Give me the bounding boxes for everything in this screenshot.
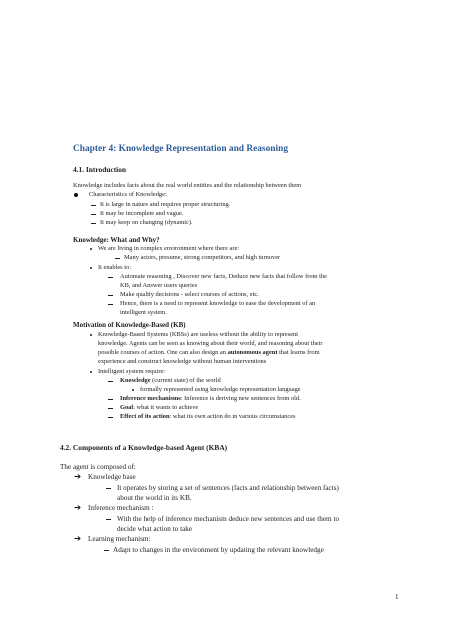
dash-icon (108, 408, 113, 409)
list-item: It is large in nature and requires proper structuring. (100, 201, 231, 208)
term-description: : Inference is deriving new sentences from old. (180, 395, 301, 402)
dash-icon (106, 519, 111, 520)
term-inference: Inference mechanisms (120, 395, 181, 402)
term-goal: Goal (120, 404, 134, 411)
dash-icon (108, 277, 113, 278)
component-knowledge-base: Knowledge base (88, 473, 136, 481)
bullet-icon (90, 334, 92, 336)
list-item: Make quality decisions - select courses of actions, etc. (120, 291, 259, 298)
subheading-motivation: Motivation of Knowledge-Based (KB) (73, 321, 186, 329)
bullet-icon (132, 389, 134, 391)
list-item (120, 396, 301, 402)
paragraph-text: possible courses of action. One can also design an (98, 349, 226, 356)
term-knowledge: Knowledge (120, 377, 151, 384)
list-item: It may keep on changing (dynamic). (100, 219, 193, 226)
chapter-title: Chapter 4: Knowledge Representation and Reasoning (73, 144, 289, 154)
list-item: It enables to: (98, 264, 132, 271)
dash-icon (108, 295, 113, 296)
component-learning-mechanism: Learning mechanism: (88, 535, 151, 543)
arrow-right-icon: ➔ (74, 503, 82, 513)
list-item (120, 378, 221, 384)
dash-icon (104, 550, 109, 551)
list-item-continued: intelligent system. (120, 309, 167, 316)
paragraph: The agent is composed of: (60, 463, 136, 471)
component-description-continued: about the world in its KB. (117, 494, 192, 502)
characteristics-label: Characteristics of Knowledge: (89, 191, 167, 198)
bullet-icon (90, 371, 92, 373)
term-description: : what its own action do in various circumstances (169, 413, 296, 420)
page-number: 1 (395, 593, 399, 601)
dash-icon (115, 258, 120, 259)
dash-icon (106, 488, 111, 489)
paragraph-line: Knowledge-Based Systems (KBSs) are useless without the ability to represent (98, 331, 299, 338)
list-item: Many actors, presume, strong competitors, and high turnover (124, 254, 281, 261)
bullet-icon (90, 248, 92, 250)
list-item: Automate reasoning , Discover new facts, Deduce new facts that follow from the (120, 273, 327, 280)
arrow-right-icon: ➔ (74, 534, 82, 544)
component-inference-mechanism: Inference mechanism : (88, 504, 154, 512)
list-item-continued: KB, and Answer users queries (120, 282, 198, 289)
paragraph-line (98, 350, 320, 356)
list-item: It may be incomplete and vague. (100, 210, 184, 217)
term-description: (current state) of the world (152, 377, 221, 384)
component-description: With the help of inference mechanism deduce new sentences and use them to (117, 515, 340, 523)
dash-icon (108, 399, 113, 400)
dash-icon (91, 205, 96, 206)
dash-icon (108, 381, 113, 382)
dash-icon (108, 304, 113, 305)
intro-paragraph: Knowledge includes facts about the real world entities and the relationship between them (73, 182, 302, 189)
section-heading-introduction: 4.1. Introduction (73, 165, 127, 174)
dash-icon (108, 417, 113, 418)
subheading-knowledge-what-why: Knowledge: What and Why? (73, 236, 160, 244)
emphasis-autonomous-agent: autonomous agent (227, 349, 278, 356)
dash-icon (91, 214, 96, 215)
bullet-icon (90, 267, 92, 269)
paragraph-text: that learns from (279, 349, 320, 356)
list-item (120, 414, 296, 420)
list-item: Intelligent system require: (98, 368, 166, 375)
component-description: It operates by storing a set of sentences (facts and relationship between facts) (117, 484, 339, 492)
paragraph-line: experience and construct knowledge without human interventions (98, 358, 267, 365)
component-description-continued: decide what action to take (117, 525, 193, 533)
section-heading-components: 4.2. Components of a Knowledge-based Agent (KBA) (60, 443, 228, 452)
dash-icon (91, 223, 96, 224)
list-item: Hence, there is a need to represent knowledge to ease the development of an (120, 300, 316, 307)
paragraph-line: knowledge. Agents can be seen as knowing about their world, and reasoning about their (98, 340, 323, 347)
component-description: Adapt to changes in the environment by updating the relevant knowledge (113, 546, 324, 554)
term-effect: Effect of its action (120, 413, 170, 420)
list-item: We are living in complex environment where there are: (98, 245, 240, 252)
list-item: formally represented using knowledge representation language (140, 386, 301, 393)
bullet-icon (74, 193, 78, 197)
term-description: : what it wants to achieve (133, 404, 199, 411)
list-item (120, 405, 198, 411)
arrow-right-icon: ➔ (74, 472, 82, 482)
